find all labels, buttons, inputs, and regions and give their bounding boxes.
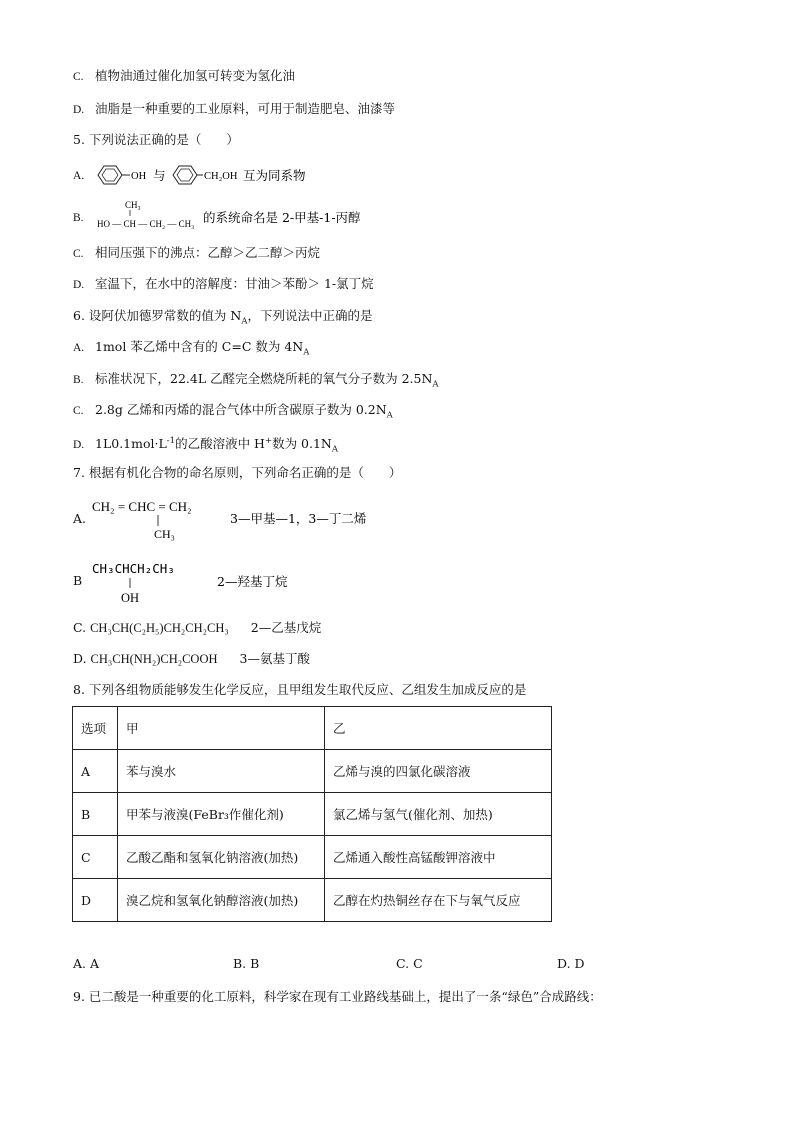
- question-number: 8.: [73, 682, 85, 697]
- option-text: 油脂是一种重要的工业原料，可用于制造肥皂、油漆等: [95, 101, 396, 116]
- phenol-and-benzyl-alcohol-structures: [95, 163, 355, 189]
- option-label: B.: [73, 212, 84, 224]
- option-text: 的乙酸溶液中 H: [175, 436, 265, 452]
- question-8-stem: [73, 681, 526, 699]
- compound-name: 2—乙基戊烷: [250, 620, 322, 635]
- q7-option-a: [73, 510, 86, 528]
- formula: CH₃CH(NH₂)CH₂COOH: [90, 652, 218, 666]
- ch3-branch: CH₃: [154, 527, 175, 541]
- table-row: [73, 750, 552, 793]
- question-7-stem: [73, 464, 401, 482]
- answer-choice-a: A. A: [73, 956, 100, 971]
- q7-option-d: [73, 650, 310, 668]
- q5-option-a: [73, 166, 95, 185]
- subscript: A: [241, 316, 248, 327]
- table-cell: B: [73, 793, 118, 836]
- question-5-stem: [73, 131, 239, 149]
- 2-methyl-1-propanol-structure: [95, 198, 395, 232]
- option-label: A.: [73, 511, 87, 526]
- q6-option-b: [73, 370, 439, 394]
- option-label: C.: [73, 620, 87, 635]
- q5-option-b: [73, 208, 95, 227]
- question-number: 5.: [73, 132, 85, 147]
- option-label: C.: [73, 405, 84, 417]
- table-cell: A: [73, 750, 118, 793]
- answer-choice-c: C. C: [396, 956, 423, 971]
- question-number: 7.: [73, 465, 85, 480]
- option-label: A.: [73, 170, 85, 182]
- option-label: D.: [73, 651, 87, 666]
- subscript: A: [386, 410, 393, 421]
- main-chain: CH₃CHCH₂CH₃: [92, 561, 175, 576]
- oh-branch: OH: [121, 591, 140, 605]
- table-cell: 乙酸乙酯和氢氧化钠溶液(加热): [118, 836, 325, 879]
- table-cell: C: [73, 836, 118, 879]
- question-text: ，下列说法中正确的是: [247, 308, 373, 323]
- option-text: 的系统命名是 2-甲基-1-丙醇: [203, 210, 361, 225]
- question-text: 根据有机化合物的命名原则，下列命名正确的是（ ）: [88, 465, 402, 480]
- ch2oh-group: CH₂OH: [204, 171, 238, 182]
- option-c-line: [73, 67, 295, 86]
- table-header: 甲: [118, 707, 325, 750]
- question-text: 下列各组物质能够发生化学反应，且甲组发生取代反应、乙组发生加成反应的是: [88, 682, 527, 697]
- q7-option-c: [73, 619, 321, 637]
- table-row: [73, 879, 552, 922]
- q7-option-b: [73, 572, 82, 590]
- compound-name: 3—甲基—1，3—丁二烯: [230, 511, 367, 526]
- table-cell: 乙烯与溴的四氯化碳溶液: [325, 750, 552, 793]
- q5-option-d: [73, 275, 374, 294]
- table-cell: 乙烯通入酸性高锰酸钾溶液中: [325, 836, 552, 879]
- table-header-row: [73, 707, 552, 750]
- oh-group: OH: [131, 171, 147, 182]
- question-number: 6.: [73, 308, 85, 323]
- option-label: B.: [73, 374, 84, 386]
- table-header: 乙: [325, 707, 552, 750]
- question-text: 已二酸是一种重要的化工原料，科学家在现有工业路线基础上，提出了一条“绿色”合成路线：: [88, 989, 602, 1004]
- option-text: 相同压强下的沸点：乙醇＞乙二醇＞丙烷: [95, 245, 321, 260]
- option-text: 标准状况下，22.4L 乙醛完全燃烧所耗的氧气分子数为 2.5N: [95, 371, 433, 386]
- option-label: D.: [73, 279, 85, 291]
- q7b-structure: [90, 558, 410, 606]
- compound-name: 2—羟基丁烷: [217, 574, 288, 589]
- superscript: +: [264, 436, 273, 446]
- subscript: A: [331, 444, 339, 455]
- table-header: 选项: [73, 707, 118, 750]
- option-label: D.: [73, 439, 85, 452]
- table-row: [73, 836, 552, 879]
- option-label: B: [73, 573, 83, 588]
- table-cell: 乙醇在灼热铜丝存在下与氧气反应: [325, 879, 552, 922]
- q7a-structure: [90, 494, 410, 542]
- question-text: 设阿伏加德罗常数的值为 N: [88, 308, 242, 323]
- question-number: 9.: [73, 989, 85, 1004]
- table-cell: 氯乙烯与氢气(催化剂、加热): [325, 793, 552, 836]
- option-text: 2.8g 乙烯和丙烯的混合气体中所含碳原子数为 0.2N: [95, 402, 387, 417]
- table-cell: 苯与溴水: [118, 750, 325, 793]
- answer-choice-d: D. D: [557, 956, 585, 971]
- main-chain: HO — CH — CH₂ — CH₃: [97, 219, 195, 229]
- compound-name: 3—氨基丁酸: [239, 651, 310, 666]
- benzene-inner-ring-icon: [102, 169, 118, 181]
- benzene-inner-ring-icon: [177, 169, 193, 181]
- option-label: D.: [73, 104, 85, 116]
- option-label: A.: [73, 342, 85, 354]
- option-text: 植物油通过催化加氢可转变为氢化油: [95, 68, 296, 83]
- option-text: 数为 0.1N: [272, 436, 332, 452]
- question-9-stem: [73, 988, 602, 1006]
- option-label: C.: [73, 248, 84, 260]
- answer-choice-b: B. B: [233, 956, 260, 971]
- main-chain: CH₂ = CHC = CH₂: [92, 499, 192, 514]
- option-d-line: [73, 100, 395, 119]
- q6-option-d: [73, 432, 338, 459]
- superscript: -1: [166, 436, 176, 446]
- formula: CH₃CH(C₂H₅)CH₂CH₂CH₃: [90, 621, 229, 635]
- option-text: 互为同系物: [243, 168, 306, 183]
- question-text: 下列说法正确的是（ ）: [88, 132, 239, 147]
- option-text: 1L0.1mol·L: [95, 436, 167, 452]
- reaction-table: [72, 706, 552, 922]
- question-6-stem: [73, 307, 373, 331]
- with-word: 与: [153, 168, 166, 183]
- subscript: A: [432, 379, 439, 390]
- option-text: 1mol 苯乙烯中含有的 C=C 数为 4N: [95, 339, 304, 354]
- table-cell: D: [73, 879, 118, 922]
- table-cell: 甲苯与液溴(FeBr₃作催化剂): [118, 793, 325, 836]
- option-text: 室温下，在水中的溶解度：甘油＞苯酚＞ 1-氯丁烷: [95, 276, 374, 291]
- table-row: [73, 793, 552, 836]
- ch3-branch: CH₃: [125, 200, 141, 210]
- subscript: A: [303, 347, 310, 358]
- q6-option-c: [73, 401, 393, 425]
- q6-option-a: [73, 338, 309, 362]
- q5-option-c: [73, 244, 320, 263]
- option-label: C.: [73, 71, 84, 83]
- table-cell: 溴乙烷和氢氧化钠醇溶液(加热): [118, 879, 325, 922]
